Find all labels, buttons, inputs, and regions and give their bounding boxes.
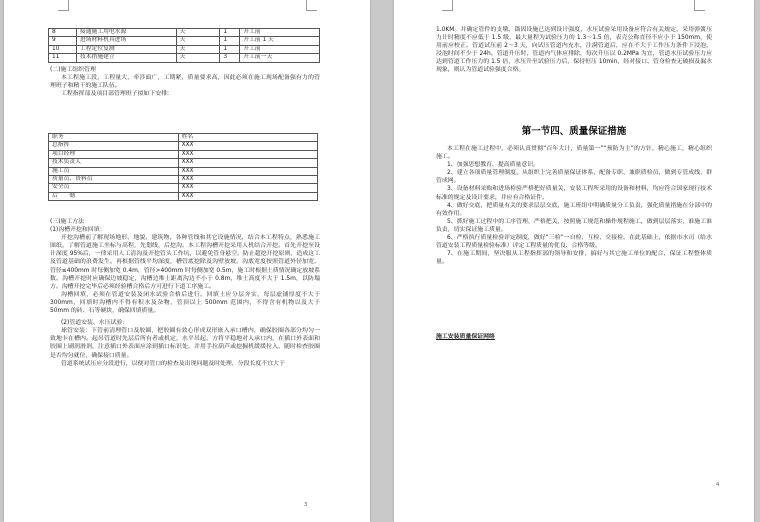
header-name: 姓名 [178, 134, 317, 142]
list-item: 本工程在施工过程中，必须认真贯彻“百年大计，质量第一”“预防为主”的方针，精心施工，精心组织施工。 [436, 146, 712, 161]
cell-time: 开工前 [240, 29, 320, 37]
list-item: 4、做好交底，把质量有关的要求层层交底，施工班组中明确质量分工负责，强化质量措施在分部中的有效作用。 [436, 202, 712, 217]
cell-unit: 天 [176, 45, 220, 53]
cell-qty: 1 [220, 37, 240, 45]
cell-role: 安全员 [49, 184, 179, 192]
cell-item: 接通施工用电水源 [76, 29, 176, 37]
staff-table [48, 133, 318, 201]
table-row [49, 37, 320, 45]
cell-time: 开工前 [240, 45, 320, 53]
table-row [49, 45, 320, 53]
cell-name: XXX [178, 142, 317, 150]
cell-name: XXX [178, 167, 317, 175]
list-item: 1、加强思想教育，提高质量意识。 [447, 162, 540, 169]
table-row [49, 184, 318, 192]
cell-name: XXX [178, 192, 317, 200]
page-number: 4 [716, 482, 720, 488]
cell-time: 开工前 1 天 [240, 37, 320, 45]
section-heading: 第一节四、质量保证措施 [521, 126, 627, 137]
document-page-4 [394, 0, 754, 522]
cell-time: 开工前一天 [240, 54, 320, 62]
quality-measures-list [436, 145, 712, 266]
cell-role: 施工员 [49, 167, 179, 175]
crop-mark [694, 0, 705, 11]
crop-mark [306, 0, 317, 11]
cell-no: 8 [49, 29, 77, 37]
cell-role: 总指挥 [49, 142, 179, 150]
method-paragraph-1: 开挖沟槽前了解现场地形、地貌、建筑物，各种管线和其它设施情况，结合本工程特点，熟悉施工图纸。了解管道施工坐标与高程，先划线，后挖沟。本工程沟槽开挖采用人机结合开挖。首先开挖至设计深度 95%后，一律采用人工清沟及开挖管头工作坑，以避免管身悬空。防止超挖开挖原则，造成这工及管道基础的浪费发生。再根据管线平均深度，槽管底挖除及沟壁放坡。沟底宽度按照管道外径加宽，管径≤400mm 时每侧加宽 0.4m，管径>400mm 时每侧加宽 0.5m，施工时根据土质情况确定放坡系数。沟槽开挖时应确保边坡稳定，沟槽边堆土距离沟边不小于 0.8m，堆土高度不大于 1.5m，以防塌方。沟槽开挖完毕后必须经验槽合格后方可进行下道工序施工。 [50, 235, 320, 290]
cell-role: 质量员、资料员 [49, 176, 179, 184]
method-paragraph-3: 球管安装：下管前清理管口及胶圈，把胶圈有效心形成双形嵌入承口槽内，确保胶圈各部分均匀一致地卡在槽内。起吊管道时先层后所有者或机定，水平吊起，方将平稳地对入承口内，在插口外表面和胶圈上刷润滑剂，注意插口外表面应涂到插口标识处，并用手拉葫芦或挖掘机缓缓拉入，随时检查胶圈是否均匀就位，确保接口质量。 [50, 328, 320, 359]
list-item: 5、抓好施工过程中的工序管理，严格把关，按照施工规范和操作规程施工，做到层层落实，谁施工谁负责，切实保证施工质量。 [436, 218, 712, 233]
list-item: 3、设备材料采购和进场检验严格把好质量关，安装工程所采用的设备和材料，均应符合国家现行技术标准的规定及设计要求，并应有合格证件。 [436, 186, 712, 201]
list-item: 7、在施工期间，坚决服从工程指挥部的领导和安排，搞好与其它施工单位的配合，保证工程整体质量。 [436, 251, 712, 266]
cell-unit: 天 [176, 29, 220, 37]
method-subtitle-1: (1)沟槽开挖和回填： [50, 227, 106, 234]
table-row [49, 167, 318, 175]
intro-paragraph: 1.0KM。并确定管件的支墩、锚固设施已达到设计强度，水压试验采用设备应符合有关规定，采用弹簧压力计时精度不应低于 1.5 级，最大量程为试验压力的 1.3～1.5 倍，表壳公称直径不应小于 150mm，使用前应校正。管道试压前 2～3 天，向试压管道内充水，注满管道后，应在不大于工作压力条件下浸泡，浸泡时间不少于 24h。管道升压时，管道内气体应排除，每次升压以 0.2MPa 为宜，管道水压试验压力应达到管道工作压力的 1.5 倍，水压升至试验压力后，保持恒压 10min，经对接口、管身检查无破损及漏水现象，则认为管道试验强度合格。 [436, 27, 712, 74]
intro-paragraph: 本工程施工段，工程量大，牵涉面广，工期紧，质量要求高，因此必须在施工现场配备强有力的管理班子和精干的施工队伍。 [50, 75, 320, 90]
staff-table-header [49, 134, 318, 142]
table-row [49, 142, 318, 150]
cell-no: 10 [49, 45, 77, 53]
quality-network-label [436, 333, 712, 341]
cell-no: 9 [49, 37, 77, 45]
staff-caption: 工程指挥部及项目部管理班子拟如下安排: [61, 91, 170, 98]
section-title: (二)施工组织管理 [50, 67, 96, 73]
cell-unit: 天 [176, 37, 220, 45]
cell-qty: 1 [220, 29, 240, 37]
cell-qty: 1 [220, 45, 240, 53]
crop-mark [442, 0, 453, 11]
footer-label: 施工安装质量保证网络 [436, 334, 495, 340]
table-row [49, 176, 318, 184]
cell-unit: 天 [176, 54, 220, 62]
cell-name: XXX [178, 159, 317, 167]
list-item: 6、严格执行质量检验评定制度，做好“三检”一自检、互检、交接检，在此基础上，依据市水司（给水管道安装工程质量检验标准）评定工程质量的优良、合格等级。 [436, 235, 712, 250]
header-role: 职务 [49, 134, 179, 142]
cell-name: XXX [178, 184, 317, 192]
cell-item: 技术措施建立 [76, 54, 176, 62]
pressure-test-paragraph [436, 26, 712, 75]
document-page-3 [4, 0, 370, 522]
cell-qty: 3 [220, 54, 240, 62]
cell-item: 工程定位复测 [76, 45, 176, 53]
method-subtitle-2: (2)管道安装、水压试验： [61, 320, 129, 327]
cell-role: 项目经理 [49, 150, 179, 158]
method-paragraph-4: 管道系统试压应分段进行，以便对管口的检查及出现问题及时处理，分段长度不宜大于 [61, 360, 285, 367]
table-row [49, 192, 318, 200]
table-row [49, 150, 318, 158]
cell-name: XXX [178, 150, 317, 158]
list-item: 2、建立各项质量管理制度，从组织上完善质量保证体系，配备专职、兼职质检员，做到专管成线，群管成网。 [436, 170, 712, 185]
table-row [49, 29, 320, 37]
table-row [49, 54, 320, 62]
cell-role: 后 勤 [49, 192, 179, 200]
cell-no: 11 [49, 54, 77, 62]
method-paragraph-2: 沟槽回填，必须在管道安装及闭水试验合格后进行。回填土应分层夯实，每层虚铺厚度不大于 300mm，回填时沟槽内不得有积水及杂物，管顶以上 500mm 范围内，不得含有机物以及大于 50mm 的砖、石等硬块，确保回填质量。 [50, 291, 320, 315]
org-management-section [50, 66, 320, 98]
table-row [49, 159, 318, 167]
method-title: (三)施工方法 [50, 219, 85, 225]
crop-mark [58, 0, 69, 11]
construction-method-section [50, 218, 320, 368]
cell-role: 技术负责人 [49, 159, 179, 167]
page-number: 3 [304, 502, 308, 508]
cell-name: XXX [178, 176, 317, 184]
cell-item: 进场材料机具进场 [76, 37, 176, 45]
schedule-table [48, 28, 320, 63]
